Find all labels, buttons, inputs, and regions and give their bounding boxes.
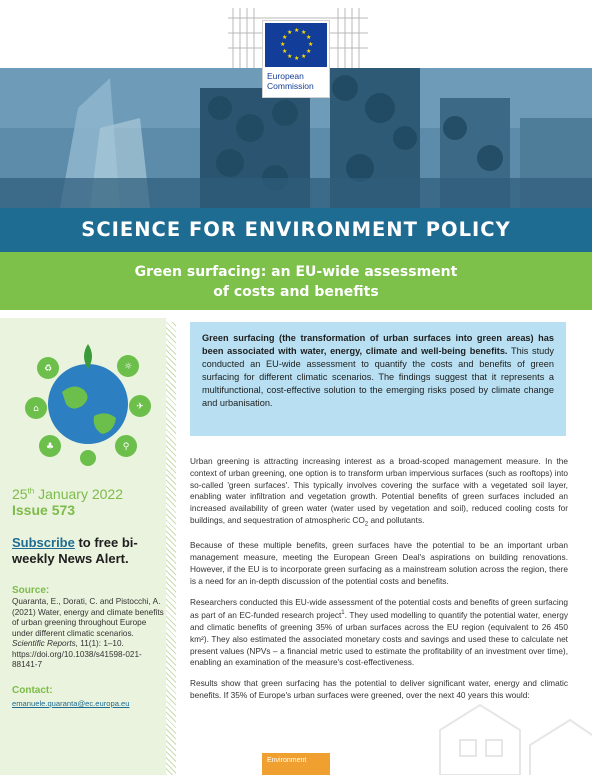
subscribe-notice: [12, 535, 162, 567]
org-line-2: Commission: [267, 81, 314, 91]
svg-text:★: ★: [287, 53, 293, 60]
svg-text:✈: ✈: [136, 402, 144, 412]
svg-text:★: ★: [306, 48, 312, 55]
source-doi[interactable]: 11(1): 1–10. https://doi.org/10.1038/s41598-021-88141-7: [12, 639, 142, 669]
svg-text:♣: ♣: [45, 442, 55, 452]
svg-text:⌂: ⌂: [33, 404, 39, 414]
svg-text:★: ★: [301, 29, 307, 36]
publication-title: SCIENCE FOR ENVIRONMENT POLICY: [0, 208, 592, 252]
svg-text:★: ★: [306, 34, 312, 41]
paragraph-3-end: . They used modelling to quantify the potential water, energy and climatic benefits of greening 35% of urban surfaces across the EU region (equivalent to 26 450 km²). They also estimated the associated monetary costs and savings and used these to calculate net present values (NPVs – a financial metric used to estimate the profitability of an investment over time), enabling an examination of the measure's cost-effectiveness.: [190, 610, 568, 668]
european-commission-logo[interactable]: [262, 20, 330, 98]
svg-text:★: ★: [280, 41, 286, 48]
svg-text:★: ★: [308, 41, 314, 48]
subscribe-text: to free bi-weekly News Alert.: [12, 535, 138, 566]
issue-number: Issue 573: [12, 502, 76, 518]
paragraph-1-text: Urban greening is attracting increasing interest as a broad-scoped management measure. In the context of urban greening, one option is to transform urban impervious surfaces (such as rooftops) into so-called 'green surfaces'. This typically involves covering the surface with a vegetated soil layer, enabling water infiltration and vegetation growth. Potential benefits of green surfaces included an increased availability of green water (water used by vegetation and soil), reduced cooling costs for buildings, and sequestration of atmospheric CO: [190, 456, 568, 525]
paragraph-3: [190, 597, 568, 670]
summary-lead: Green surfacing (the transformation of urban surfaces into green areas) has been associated with water, energy, climate and well-being benefits.: [202, 333, 554, 356]
co2-subscript: 2: [364, 521, 369, 528]
source-authors: Quaranta, E., Dorati, C. and Pistocchi, A. (2021) Water, energy and climate benefits of urban greening throughout Europe under different climatic scenarios.: [12, 597, 164, 638]
paragraph-1-end: and pollutants.: [368, 514, 425, 525]
org-line-1: European: [267, 71, 304, 81]
svg-text:★: ★: [294, 55, 300, 62]
date-day: 25: [12, 486, 28, 502]
summary-text: This study conducted an EU-wide assessment to quantify the costs and benefits of green surfacing for different climatic scenarios. The findings suggest that it represents a multifunctional, cost-effective solution to the emerging risks posed by climate change and urbanisation.: [202, 346, 554, 408]
organisation-name: [267, 71, 314, 91]
subscribe-link[interactable]: Subscribe: [12, 535, 75, 550]
contact-email-link[interactable]: emanuele.quaranta@ec.europa.eu: [12, 699, 130, 708]
source-journal: Scientific Reports,: [12, 639, 78, 648]
article-title-line-1: Green surfacing: an EU-wide assessment: [134, 264, 458, 280]
date-month-year: January 2022: [34, 486, 123, 502]
paragraph-2: Because of these multiple benefits, green surfaces have the potential to be an important urban management measure, meeting the European Green Deal's aspirations on building renovations. However, if the EU is to incorporate green surfacing as a mainstream solution across the region, there is a need for an in-depth discussion of the potential costs and benefits.: [190, 540, 568, 586]
watermark-building-icon: [420, 690, 592, 775]
svg-text:★: ★: [301, 53, 307, 60]
svg-text:★: ★: [287, 29, 293, 36]
contact-heading: Contact:: [12, 685, 53, 696]
svg-text:☼: ☼: [123, 362, 133, 372]
article-title: [0, 262, 592, 302]
source-heading: Source:: [12, 585, 50, 596]
date-suffix: th: [27, 486, 35, 496]
sidebar-divider: [166, 322, 176, 775]
svg-text:⚲: ⚲: [122, 442, 130, 452]
paragraph-1: [190, 456, 568, 531]
footnote-ref[interactable]: 1: [341, 610, 345, 617]
category-tag[interactable]: Environment: [262, 753, 330, 775]
eu-flag-icon: [265, 23, 327, 67]
paragraph-4: Results show that green surfacing has the potential to deliver significant water, energy and climatic benefits. If 35% of Europe's urban surfaces were greened, over the next 40 years this would:: [190, 678, 568, 700]
source-citation: [12, 597, 164, 671]
summary-box: [190, 322, 566, 436]
svg-text:♻: ♻: [43, 364, 53, 374]
svg-text:★: ★: [294, 27, 300, 34]
paragraph-3-text: Researchers conducted this EU-wide assessment of the potential costs and benefits of green surfacing as part of an EC-funded research project: [190, 596, 568, 621]
svg-text:★: ★: [282, 34, 288, 41]
article-body: [190, 456, 568, 711]
globe-illustration-icon: [22, 334, 154, 466]
issue-date: [12, 486, 123, 502]
svg-text:★: ★: [282, 48, 288, 55]
article-title-line-2: of costs and benefits: [213, 284, 379, 300]
